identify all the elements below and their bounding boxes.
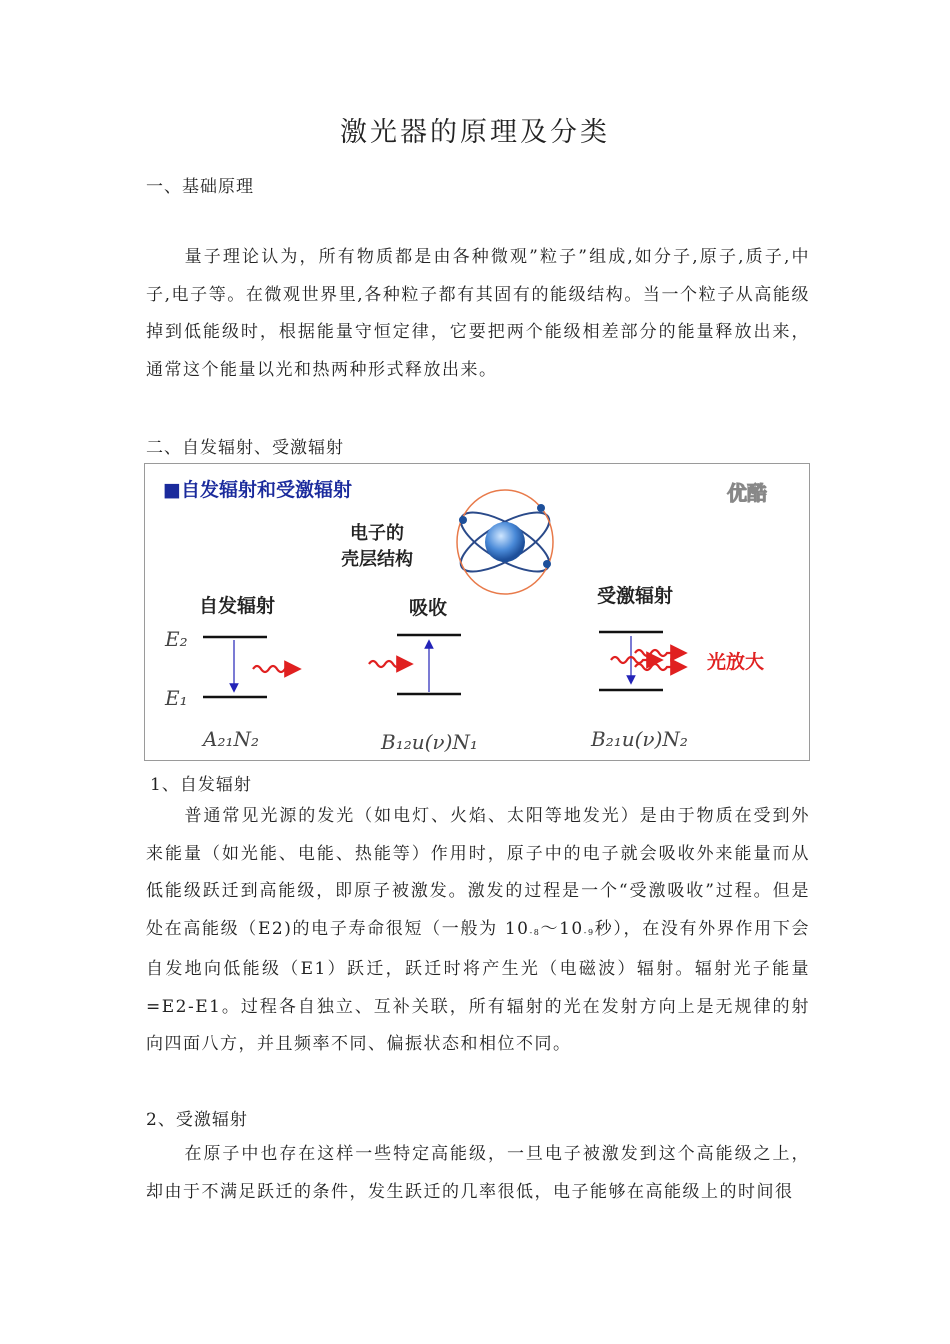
paragraph-basic-principle: [146, 239, 810, 389]
paragraph-stimulated: [146, 1136, 810, 1211]
level-label-e2: E₂: [165, 627, 188, 651]
figure-title: ■自发辐射和受激辐射: [163, 479, 352, 501]
amplify-label: 光放大: [707, 651, 765, 673]
exponent-2: -9: [583, 927, 595, 937]
panel-label-stimulated: 受激辐射: [596, 585, 674, 607]
spontaneous-emission-diagram: [203, 637, 293, 697]
document-title: 激光器的原理及分类: [340, 117, 610, 148]
formula-spontaneous: A₂₁N₂: [203, 727, 259, 751]
formula-stimulated: B₂₁u(ν)N₂: [591, 727, 688, 751]
atom-shell-icon: [453, 490, 558, 594]
level-label-e1: E₁: [165, 686, 188, 710]
section-heading-basic-principle: 一、基础原理: [146, 177, 254, 197]
paragraph-text: 量子理论认为，所有物质都是由各种微观”粒子”组成,如分子,原子,质子,中子,电子等。在微观世界里,各种粒子都有其固有的能级结构。当一个粒子从高能级掉到低能级时，根据能量守恒定律，它要把两个能级相差部分的能量释放出来，通常这个能量以光和热两种形式释放出来。: [146, 247, 810, 380]
exponent-1: -8: [529, 927, 541, 937]
atom-caption-line1: 电子的: [350, 523, 404, 544]
watermark-logo: 优酷: [727, 481, 767, 505]
radiation-diagram: [144, 463, 810, 761]
paragraph-text-part3: 秒），在没有外界作用下会自发地向低能级（E1）跃迁，跃迁时将产生光（电磁波）辐射。辐射光子能量=E2-E1。过程各自独立、互补关联，所有辐射的光在发射方向上是无规律的射向四面八方，并且频率不同、偏振状态和相位不同。: [146, 918, 810, 1054]
section-heading-radiation: 二、自发辐射、受激辐射: [146, 438, 344, 458]
atom-caption-line2: 壳层结构: [341, 549, 413, 570]
paragraph-text-part1: 普通常见光源的发光（如电灯、火焰、太阳等地发光）是由于物质在受到外来能量（如光能、电能、热能等）作用时，原子中的电子就会吸收外来能量而从低能级跃迁到高能级，即原子被激发。激发的过程是一个“受激吸收”过程。但是处在高能级（E2)的电子寿命很短（一般为 10: [146, 806, 810, 939]
panel-label-spontaneous: 自发辐射: [198, 595, 276, 617]
panel-label-absorption: 吸收: [408, 597, 448, 619]
paragraph-spontaneous: [146, 798, 810, 1064]
subheading-stimulated: 2、受激辐射: [146, 1110, 248, 1130]
subheading-spontaneous: 1、自发辐射: [150, 775, 252, 795]
absorption-diagram: [369, 635, 461, 694]
paragraph-text: 在原子中也存在这样一些特定高能级，一旦电子被激发到这个高能级之上，却由于不满足跃迁的条件，发生跃迁的几率很低，电子能够在高能级上的时间很: [146, 1144, 810, 1202]
paragraph-text-part2: ～10: [540, 918, 584, 939]
stimulated-emission-diagram: [599, 632, 679, 690]
formula-absorption: B₁₂u(ν)N₁: [381, 730, 478, 754]
diagram-svg: [145, 464, 809, 760]
